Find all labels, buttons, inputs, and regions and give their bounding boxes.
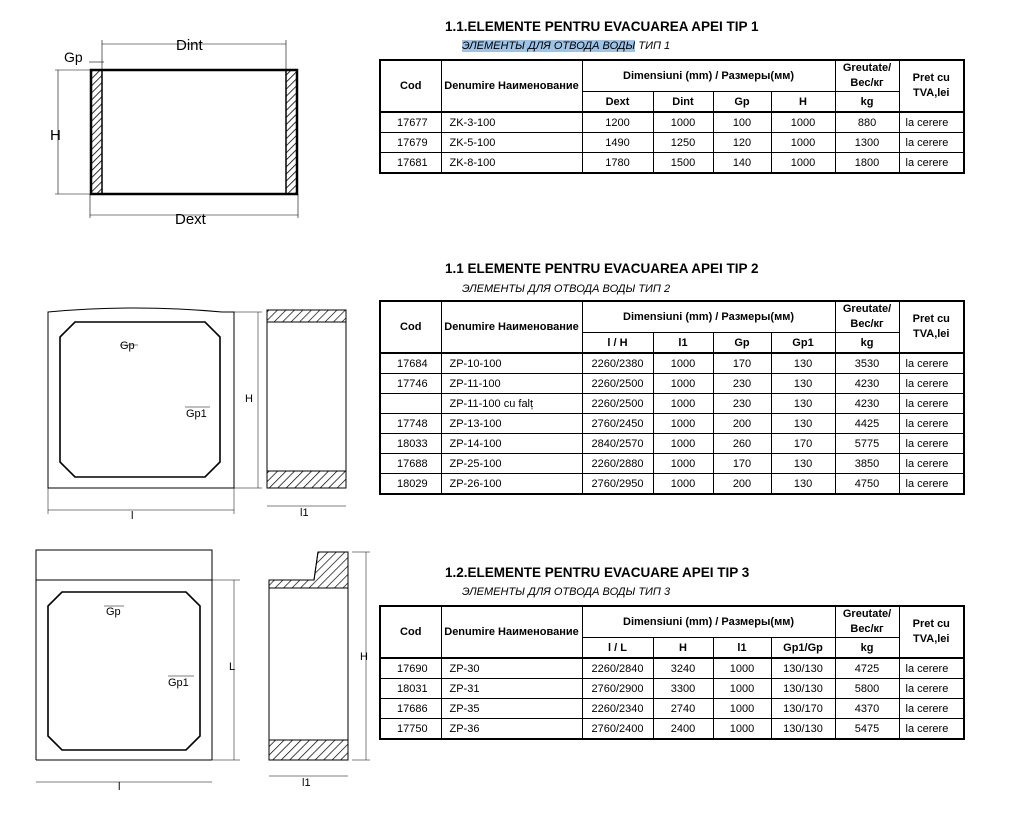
cell-dim-2: 1000 [653,394,713,414]
cell-pret: la cerere [899,414,964,434]
table-row [380,374,964,394]
cell-dim-1: 1200 [582,112,653,133]
cell-cod: 17684 [380,353,441,374]
cell-greutate: 5475 [835,719,899,740]
cell-greutate: 4425 [835,414,899,434]
cell-greutate: 4230 [835,394,899,414]
header-dimensiuni: Dimensiuni (mm) / Размеры(мм) [582,301,835,333]
table-row [380,434,964,454]
header-col: Gp1 [771,333,835,354]
header-col: H [653,638,713,659]
cell-dim-3: 140 [713,153,771,174]
cell-dim-3: 1000 [713,699,771,719]
cell-greutate: 4230 [835,374,899,394]
cell-dim-1: 2840/2570 [582,434,653,454]
cell-dim-2: 1000 [653,374,713,394]
cell-dim-1: 2760/2900 [582,679,653,699]
cell-denumire: ZP-31 [441,679,582,699]
header-kg: kg [835,333,899,354]
cell-dim-1: 2760/2950 [582,474,653,495]
cell-pret: la cerere [899,474,964,495]
label-gp1: Gp1 [168,677,189,689]
cell-dim-3: 1000 [713,679,771,699]
cell-greutate: 1300 [835,133,899,153]
section-1-subtitle-highlight: ЭЛЕМЕНТЫ ДЛЯ ОТВОДА ВОДЫ [462,40,636,52]
label-gp1: Gp1 [186,408,207,420]
header-greutate: Greutate/ Вес/кг [835,60,899,92]
label-dint: Dint [176,37,203,54]
header-col: Dext [582,92,653,113]
cell-cod: 17681 [380,153,441,174]
header-col: l1 [653,333,713,354]
cell-denumire: ZP-14-100 [441,434,582,454]
cell-dim-1: 2260/2500 [582,374,653,394]
table-row [380,414,964,434]
cell-dim-1: 2260/2880 [582,454,653,474]
cell-denumire: ZP-10-100 [441,353,582,374]
section-2-subtitle: ЭЛЕМЕНТЫ ДЛЯ ОТВОДА ВОДЫ ТИП 2 [462,283,671,295]
cell-dim-3: 230 [713,374,771,394]
cell-dim-3: 1000 [713,719,771,740]
cell-pret: la cerere [899,658,964,679]
label-h: H [245,393,253,405]
header-col: Gp [713,92,771,113]
cell-dim-2: 1000 [653,454,713,474]
cell-cod: 18033 [380,434,441,454]
cell-dim-1: 2260/2500 [582,394,653,414]
header-col: l / H [582,333,653,354]
cell-greutate: 880 [835,112,899,133]
cell-dim-3: 200 [713,474,771,495]
cell-greutate: 4750 [835,474,899,495]
header-denumire: Denumire Наименование [441,301,582,353]
label-l: l [118,781,121,793]
cell-cod: 17690 [380,658,441,679]
cell-pret: la cerere [899,394,964,414]
table-row [380,112,964,133]
table-row [380,353,964,374]
cell-dim-1: 2760/2450 [582,414,653,434]
cell-denumire: ZP-13-100 [441,414,582,434]
cell-pret: la cerere [899,112,964,133]
drawing-tip-3 [0,540,380,800]
cell-dim-1: 1490 [582,133,653,153]
cell-cod: 18031 [380,679,441,699]
cell-dim-4: 1000 [771,112,835,133]
cell-denumire: ZK-5-100 [441,133,582,153]
header-cod: Cod [380,60,441,112]
cell-cod: 18029 [380,474,441,495]
header-greutate: Greutate/ Вес/кг [835,606,899,638]
cell-dim-2: 2740 [653,699,713,719]
header-cod: Cod [380,606,441,658]
label-h: H [50,127,61,144]
cell-dim-2: 1000 [653,434,713,454]
cell-dim-2: 3300 [653,679,713,699]
cell-dim-2: 1000 [653,112,713,133]
header-denumire: Denumire Наименование [441,606,582,658]
section-2-title: 1.1 ELEMENTE PENTRU EVACUAREA APEI TIP 2 [445,261,759,276]
drawing-tip-2 [0,290,370,550]
table-row [380,133,964,153]
cell-greutate: 3850 [835,454,899,474]
cell-greutate: 5800 [835,679,899,699]
header-pret: Pret cu TVA,lei [899,606,964,658]
cell-denumire: ZP-35 [441,699,582,719]
cell-pret: la cerere [899,434,964,454]
cell-pret: la cerere [899,699,964,719]
cell-dim-3: 230 [713,394,771,414]
header-col: Gp1/Gp [771,638,835,659]
label-gp: Gp [64,49,83,65]
cell-pret: la cerere [899,153,964,174]
header-col: H [771,92,835,113]
cell-greutate: 5775 [835,434,899,454]
cell-pret: la cerere [899,719,964,740]
label-l1: l1 [302,777,311,789]
cell-dim-2: 1000 [653,353,713,374]
header-col: l / L [582,638,653,659]
cell-dim-4: 130 [771,454,835,474]
cell-dim-4: 1000 [771,133,835,153]
cell-cod: 17688 [380,454,441,474]
label-l1: l1 [300,507,309,519]
label-gp: Gp [106,606,121,618]
label-gp: Gp [120,340,135,352]
section-3-title: 1.2.ELEMENTE PENTRU EVACUARE APEI TIP 3 [445,565,750,580]
header-kg: kg [835,92,899,113]
cell-dim-2: 1500 [653,153,713,174]
cell-denumire: ZP-30 [441,658,582,679]
cell-denumire: ZP-25-100 [441,454,582,474]
cell-dim-1: 2260/2840 [582,658,653,679]
cell-denumire: ZK-3-100 [441,112,582,133]
cell-dim-3: 200 [713,414,771,434]
cell-pret: la cerere [899,374,964,394]
label-H: H [360,651,368,663]
cell-cod: 17686 [380,699,441,719]
label-L: L [229,661,236,673]
cell-denumire: ZP-11-100 [441,374,582,394]
cell-denumire: ZK-8-100 [441,153,582,174]
cell-dim-4: 170 [771,434,835,454]
header-col: Gp [713,333,771,354]
cell-cod: 17677 [380,112,441,133]
cell-pret: la cerere [899,454,964,474]
cell-dim-2: 3240 [653,658,713,679]
section-1-subtitle [462,40,670,52]
header-pret: Pret cu TVA,lei [899,301,964,353]
cell-cod [380,394,441,414]
header-col: l1 [713,638,771,659]
cell-cod: 17746 [380,374,441,394]
header-dimensiuni: Dimensiuni (mm) / Размеры(мм) [582,606,835,638]
cell-dim-4: 130/130 [771,658,835,679]
table-row [380,699,964,719]
section-1-title: 1.1.ELEMENTE PENTRU EVACUAREA APEI TIP 1 [445,19,759,34]
cell-dim-4: 130/130 [771,719,835,740]
cell-dim-4: 130 [771,414,835,434]
header-denumire: Denumire Наименование [441,60,582,112]
cell-pret: la cerere [899,133,964,153]
header-pret: Pret cu TVA,lei [899,60,964,112]
cell-dim-1: 1780 [582,153,653,174]
cell-cod: 17748 [380,414,441,434]
cell-dim-3: 260 [713,434,771,454]
cell-denumire: ZP-36 [441,719,582,740]
cell-cod: 17750 [380,719,441,740]
cell-pret: la cerere [899,679,964,699]
header-kg: kg [835,638,899,659]
cell-dim-4: 130 [771,474,835,495]
header-dimensiuni: Dimensiuni (mm) / Размеры(мм) [582,60,835,92]
table-row [380,679,964,699]
cell-dim-1: 2260/2380 [582,353,653,374]
table-row [380,394,964,414]
cell-dim-2: 1000 [653,474,713,495]
table-row [380,153,964,174]
cell-dim-1: 2760/2400 [582,719,653,740]
cell-dim-4: 130/170 [771,699,835,719]
cell-dim-3: 100 [713,112,771,133]
header-col: Dint [653,92,713,113]
header-cod: Cod [380,301,441,353]
cell-dim-3: 170 [713,353,771,374]
cell-greutate: 1800 [835,153,899,174]
cell-denumire: ZP-26-100 [441,474,582,495]
table-tip-3 [379,605,965,740]
cell-dim-2: 2400 [653,719,713,740]
cell-denumire: ZP-11-100 cu falț [441,394,582,414]
table-row [380,454,964,474]
cell-dim-4: 130 [771,394,835,414]
cell-dim-4: 130/130 [771,679,835,699]
cell-dim-4: 130 [771,353,835,374]
table-tip-2 [379,300,965,495]
cell-greutate: 4725 [835,658,899,679]
section-3-subtitle: ЭЛЕМЕНТЫ ДЛЯ ОТВОДА ВОДЫ ТИП 3 [462,586,671,598]
label-l: l [131,510,134,522]
table-tip-1 [379,59,965,174]
cell-dim-3: 1000 [713,658,771,679]
drawing-tip-1 [0,0,340,240]
label-dext: Dext [175,211,206,228]
cell-pret: la cerere [899,353,964,374]
cell-dim-1: 2260/2340 [582,699,653,719]
cell-dim-2: 1000 [653,414,713,434]
table-row [380,719,964,740]
cell-greutate: 4370 [835,699,899,719]
cell-greutate: 3530 [835,353,899,374]
table-row [380,474,964,495]
cell-dim-4: 1000 [771,153,835,174]
header-greutate: Greutate/ Вес/кг [835,301,899,333]
cell-dim-3: 170 [713,454,771,474]
section-1-subtitle-rest: ТИП 1 [635,40,671,52]
cell-dim-4: 130 [771,374,835,394]
table-row [380,658,964,679]
cell-cod: 17679 [380,133,441,153]
cell-dim-2: 1250 [653,133,713,153]
cell-dim-3: 120 [713,133,771,153]
